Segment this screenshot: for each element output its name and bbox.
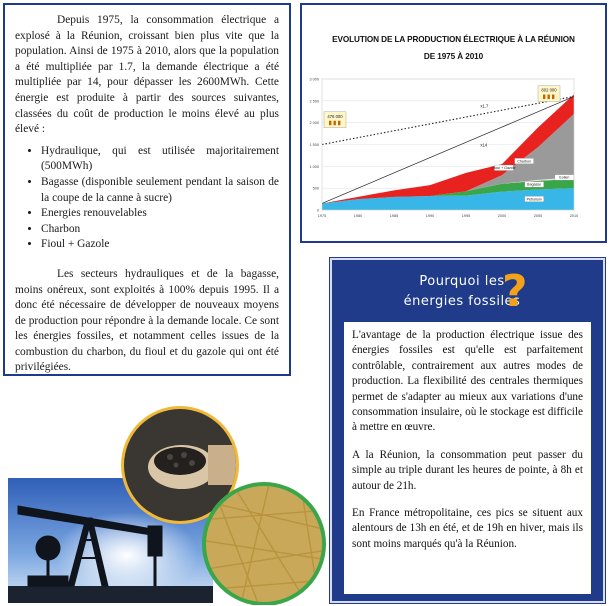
chart-subtitle: DE 1975 À 2010 [423,52,484,61]
encart-paragraph-3: En France métropolitaine, ces pics se situent aux alentours de 13h en été, et de 19h en hiver, mais ils sont moins marqués qu'à la Réunion. [352,507,583,550]
chart-title: EVOLUTION DE LA PRODUCTION ÉLECTRIQUE À LA RÉUNION [332,35,575,44]
y-tick-label: 1 500 [309,143,319,147]
encart-title-line-1: Pourquoi les [419,274,505,289]
population-value: 476 000 [327,113,343,119]
population-value: 802 000 [541,87,557,93]
y-tick-label: 0 [316,208,319,213]
person-icon [338,121,340,126]
encart-paragraph-1: L'avantage de la production électrique issue des énergies fossiles est qu'elle est parfaitement contrôlable, contrairement aux autres modes de production. La flexibilité des centrales thermiques permet de s'adapter au mieux aux variations d'une consommation insulaire, où le stockage est difficile à mettre en œuvre. [352,329,583,434]
list-item: • Hydraulique, qui est utilisée majoritairement (500MWh) [41,144,279,175]
x-tick-label: 2005 [533,214,543,218]
series-label: Pétrolium [526,197,542,202]
y-tick-label: 2 500 [309,99,319,104]
x-tick-label: 1980 [353,214,363,218]
intro-text-box [3,3,291,376]
growth-annotation: x14 [480,142,488,148]
person-icon [552,95,554,100]
intro-paragraph-1: Depuis 1975, la consommation électrique a explosé à la Réunion, croissant bien plus vite que la population. Ainsi de 1975 à 2010, alors que la population a été multipliée par 1.7, la demande électrique a été multipliée par 14, pour dépasser les 2600MWh. Cette énergie est produite à partir des sources suivantes, classées du coût de production le moins élevé au plus élevé : [15,14,279,136]
series-label: Charbon [517,159,531,164]
bagasse-photo [200,480,328,605]
x-tick-label: 2000 [497,214,507,218]
list-item: • Energies renouvelables [41,206,279,222]
energy-sources-list [15,144,279,253]
person-icon [329,121,331,126]
intro-paragraph-2: Les secteurs hydrauliques et de la bagasse, moins onéreux, sont exploités à 100% depuis 1995. Il a donc été nécessaire de développer de nouveaux moyens de production pour répondre à la demande locale. Ce sont les énergies fossiles, et notamment celles issues de la combustion du charbon, du fioul et du gazole qui ont été privilégiées. [15,267,279,374]
list-item: • Charbon [41,222,279,238]
y-tick-label: 1 000 [309,164,319,169]
x-tick-label: 1985 [389,214,399,218]
y-tick-label: 500 [312,186,319,191]
y-tick-label: 3 000 [309,77,319,82]
chart-canvas [302,5,605,241]
x-tick-label: 1990 [425,214,435,218]
list-item: • Fioul + Gazole [41,237,279,253]
person-icon [334,121,336,126]
person-icon [548,95,550,100]
y-tick-label: 2 000 [309,121,319,126]
list-item: • Bagasse (disponible seulement pendant la saison de la coupe de la canne à sucre) [41,175,279,206]
question-mark-icon: ? [502,266,528,317]
x-tick-label: 1975 [317,214,327,218]
series-label: Fioul + Gazole [492,166,516,171]
series-label: Eolien [559,175,570,180]
production-chart [300,3,607,243]
encart-title-line-2: énergies fossiles [403,294,521,309]
growth-annotation: x1.7 [480,103,489,109]
fossil-energy-encart [330,258,605,603]
encart-body [344,322,591,594]
series-label: Bagasse [527,182,542,187]
encart-paragraph-2: A la Réunion, la consommation peut passer du simple au triple durant les heures de pointe, à 8h et autour de 21h. [352,448,583,492]
x-tick-label: 1995 [461,214,471,218]
person-icon [543,95,545,100]
x-tick-label: 2010 [569,214,579,218]
